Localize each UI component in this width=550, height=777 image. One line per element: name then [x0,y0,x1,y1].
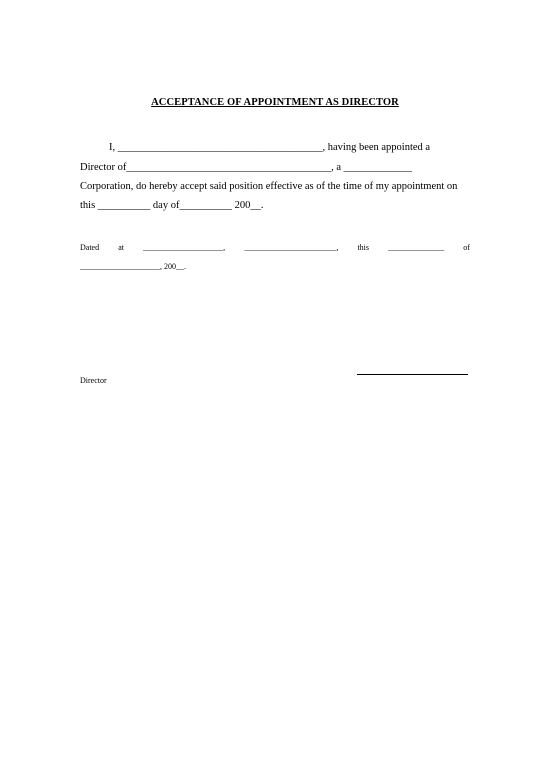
dated-line-2: ____________________, 200__. [80,262,186,271]
signature-line [357,374,468,375]
dated-blank-3: ______________ [388,243,445,252]
paragraph-line-1: I, _______________________________________, having been appointed a [109,142,431,153]
dated-at: at [118,243,125,252]
dated-of: of [463,243,470,252]
dated-label: Dated [80,243,100,252]
document-title: ACCEPTANCE OF APPOINTMENT AS DIRECTOR [151,97,399,108]
signature-label: Director [80,376,107,385]
dated-blank-1: ____________________, [143,243,226,252]
paragraph-line-3: Corporation, do hereby accept said position effective as of the time of my appointment on [80,181,458,192]
dated-blank-2: _______________________, [244,243,339,252]
dated-line [80,244,470,252]
paragraph-line-2: Director of_______________________________________, a _____________ [80,162,412,173]
dated-this: this [357,243,370,252]
paragraph-line-4: this __________ day of__________ 200__. [80,200,264,211]
